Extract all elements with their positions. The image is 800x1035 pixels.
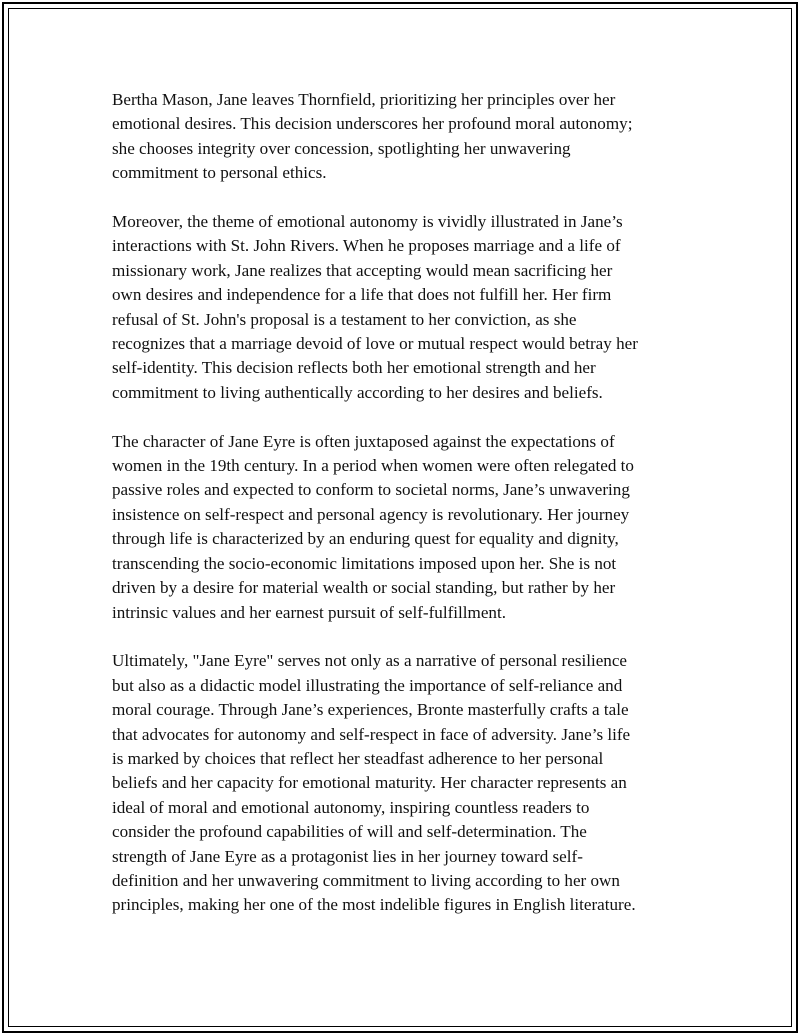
paragraph: The character of Jane Eyre is often juxtaposed against the expectations of women in the 19th century. In a period when women were often relegated to passive roles and expected to conform to societal norms, Jane’s unwavering insistence on self-respect and personal agency is revolutionary. Her journey through life is characterized by an enduring quest for equality and dignity, transcending the socio-economic limitations imposed upon her. She is not driven by a desire for material wealth or social standing, but rather by her intrinsic values and her earnest pursuit of self-fulfillment. — [112, 431, 634, 622]
paragraph: Ultimately, "Jane Eyre" serves not only as a narrative of personal resilience but also as a didactic model illustrating the importance of self-reliance and moral courage. Through Jane’s experiences, Bronte masterfully crafts a tale that advocates for autonomy and self-respect in face of adversity. Jane’s life is marked by choices that reflect her steadfast adherence to her personal beliefs and her capacity for emotional maturity. Her character represents an ideal of moral and emotional autonomy, inspiring countless readers to consider the profound capabilities of will and self-determination. The strength of Jane Eyre as a protagonist lies in her journey toward self- definition and her unwavering commitment to living according to her own principles, making her one of the most indelible figures in English literature. — [112, 651, 636, 915]
paragraph: Bertha Mason, Jane leaves Thornfield, prioritizing her principles over her emotional desires. This decision underscores her profound moral autonomy; she chooses integrity over concession, spotlighting her unwavering commitment to personal ethics. — [112, 90, 633, 183]
paragraph: Moreover, the theme of emotional autonomy is vividly illustrated in Jane’s interactions with St. John Rivers. When he proposes marriage and a life of missionary work, Jane realizes that accepting would mean sacrificing her own desires and independence for a life that does not fulfill her. Her firm refusal of St. John's proposal is a testament to her conviction, as she recognizes that a marriage devoid of love or mutual respect would betray her self-identity. This decision reflects both her emotional strength and her commitment to living authentically according to her desires and beliefs. — [112, 212, 638, 402]
document-body — [112, 88, 682, 942]
